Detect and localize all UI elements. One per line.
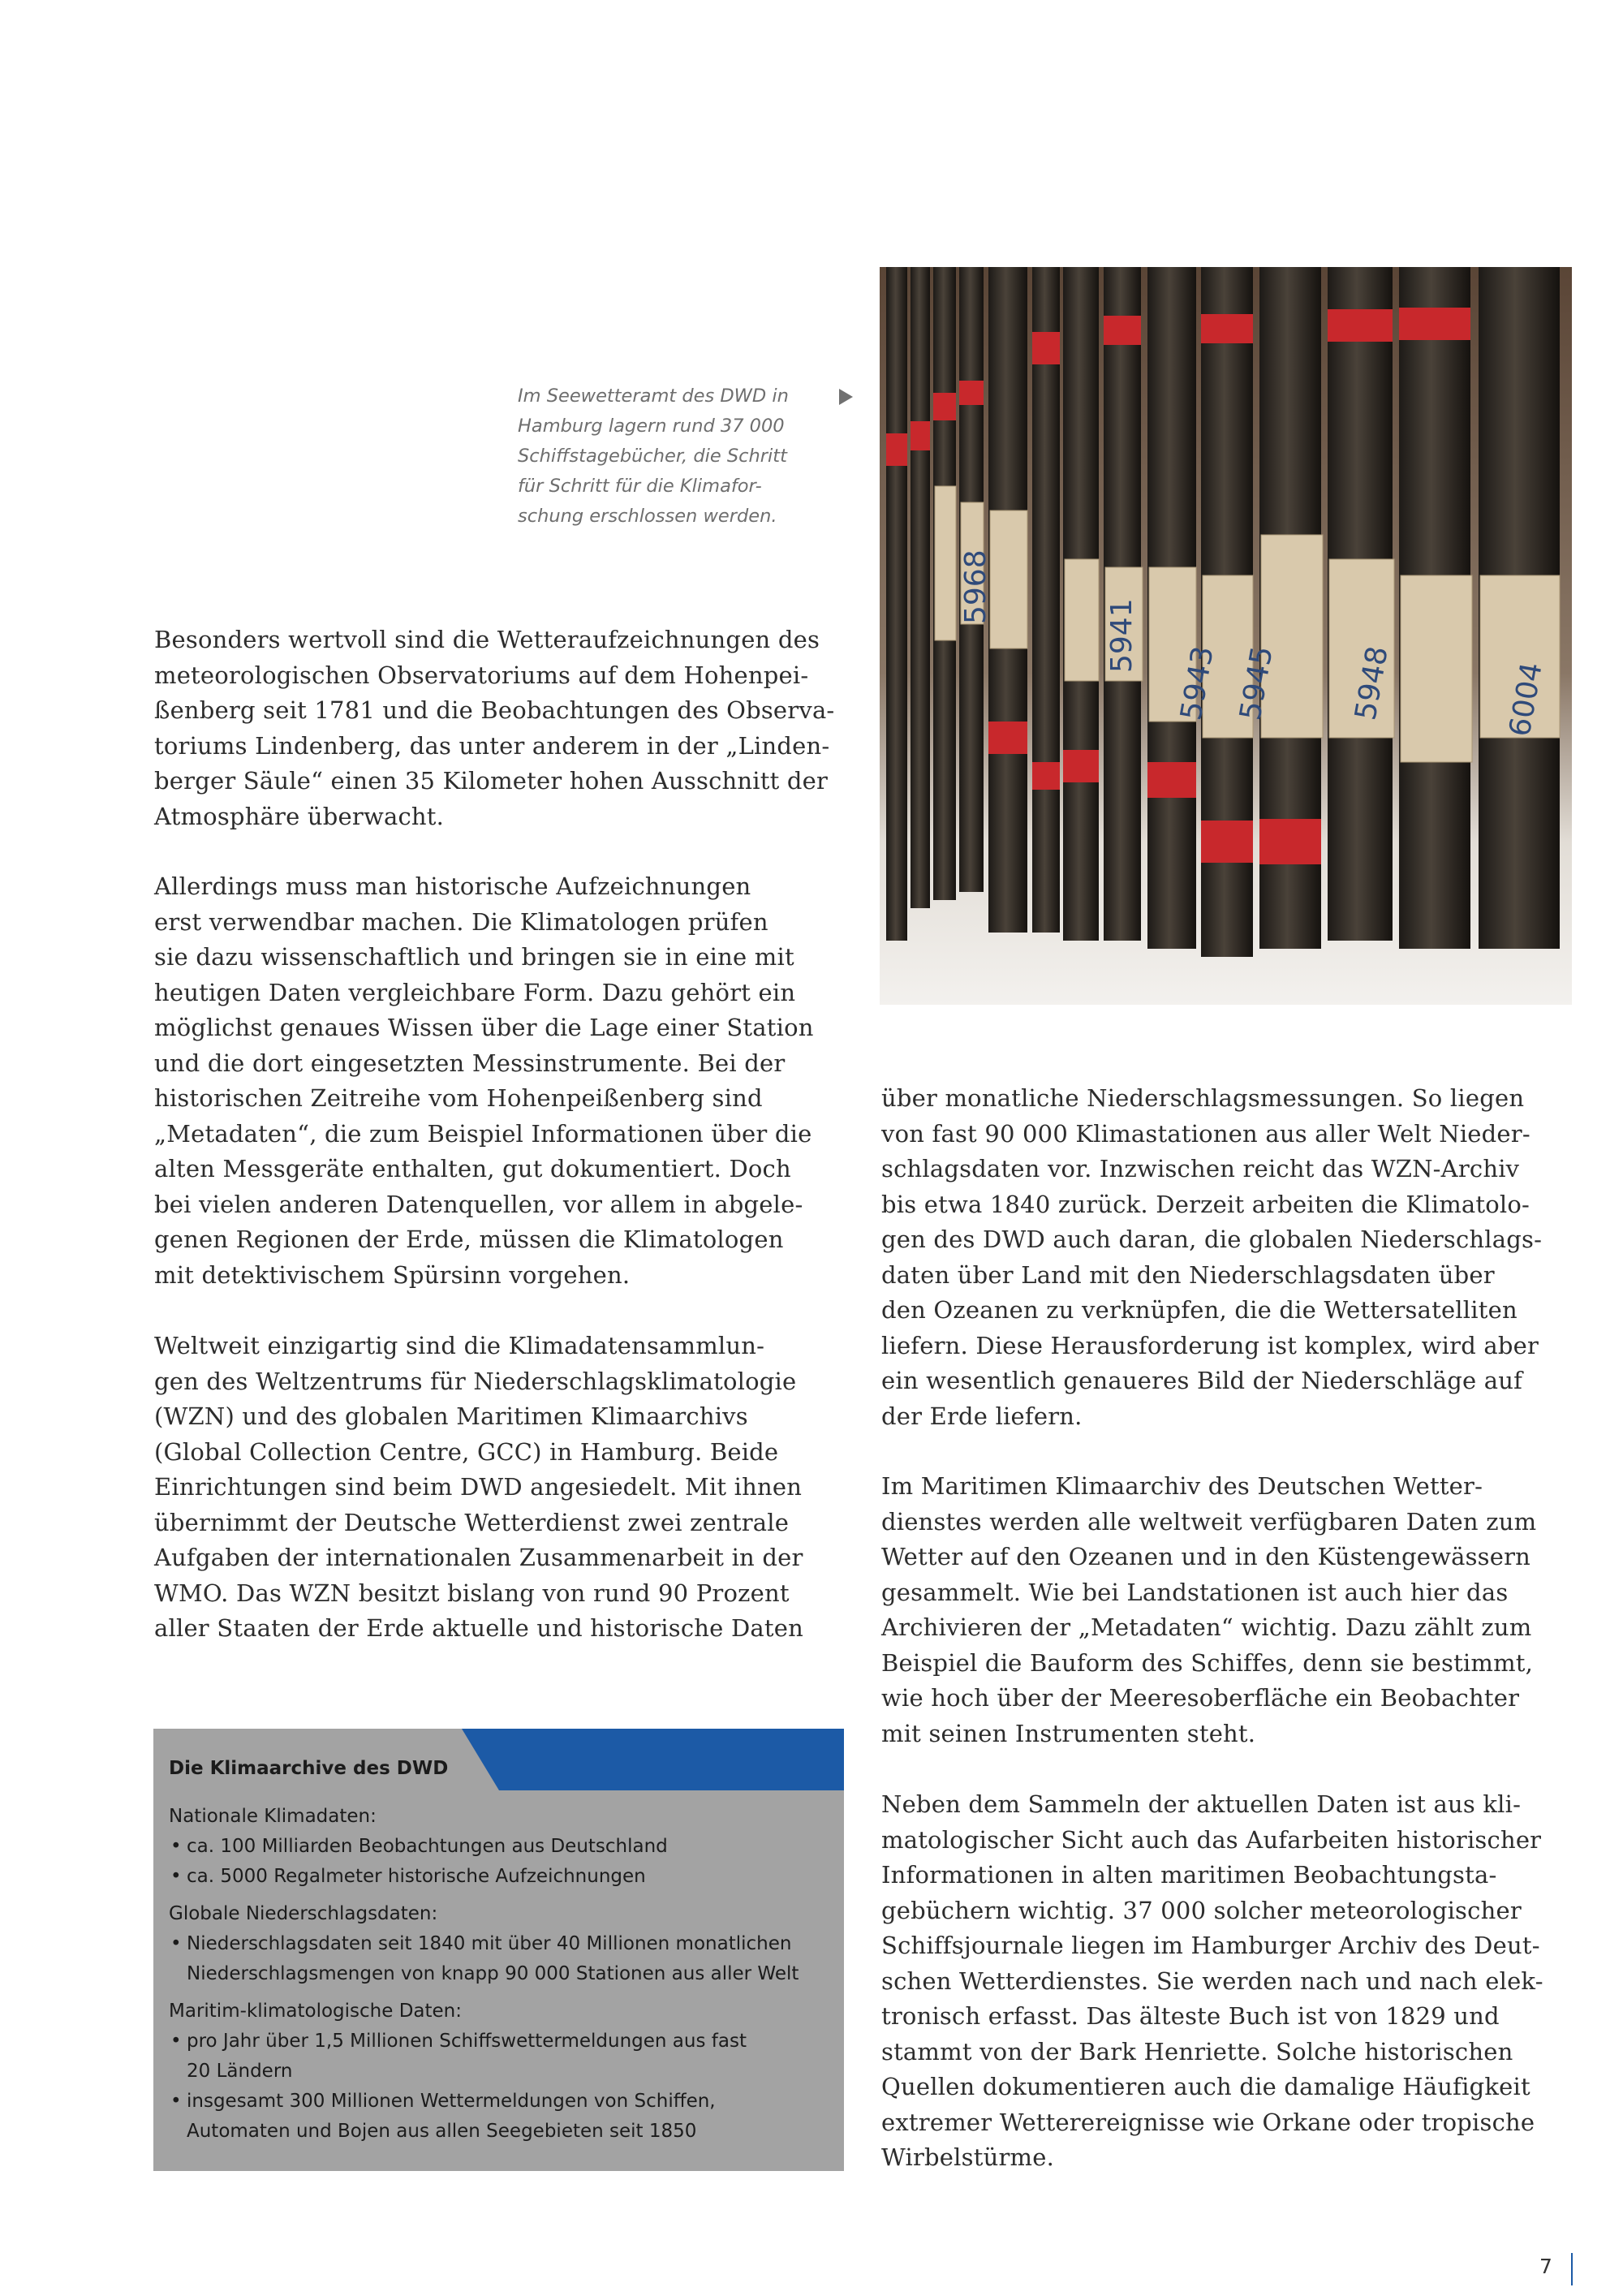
spine-label-5: 5948 xyxy=(1349,644,1395,723)
info-box-item: • insgesamt 300 Millionen Wettermeldungen von Schiffen, Automaten und Bojen aus allen Seegebieten seit 1850 xyxy=(169,2087,834,2147)
left-paragraph-2: Allerdings muss man historische Aufzeichnungen erst verwendbar machen. Die Klimatologen prüfen sie dazu wissenschaftlich und bringen sie in eine mit heutigen Daten vergleichbare Form. Dazu gehört ein möglichst genaues Wissen über die Lage einer Station und die dort eingesetzten Messinstrumente. Bei der historischen Zeitreihe vom Hohenpeißenberg sind „Metadaten“, die zum Beispiel Informationen über die alten Messgeräte enthalten, gut dokumentiert. Doch bei vielen anderen Datenquellen, vor allem in abgele- genen Regionen der Erde, müssen die Klimatologen mit detektivischem Spürsinn vorgehen. xyxy=(154,872,814,1289)
info-box-item: • ca. 5000 Regalmeter historische Aufzeichnungen xyxy=(169,1862,834,1892)
right-paragraph-2: Im Maritimen Klimaarchiv des Deutschen Wetter- dienstes werden alle weltweit verfügbaren Daten zum Wetter auf den Ozeanen und in den Küstengewässern gesammelt. Wie bei Landstationen ist auch hier das Archivieren der „Metadaten“ wichtig. Dazu zählt zum Beispiel die Bauform des Schiffes, denn sie bestimmt, wie hoch über der Meeresoberfläche ein Beobachter mit seinen Instrumenten steht. xyxy=(881,1472,1537,1747)
left-paragraph-3: Weltweit einzigartig sind die Klimadatensammlun- gen des Weltzentrums für Niederschlagsklimatologie (WZN) und des globalen Maritimen Klimaarchivs (Global Collection Centre, GCC) in Hamburg. Beide Einrichtungen sind beim DWD angesiedelt. Mit ihnen übernimmt der Deutsche Wetterdienst zwei zentrale Aufgaben der internationalen Zusammenarbeit in der WMO. Das WZN besitzt bislang von rund 90 Prozent aller Staaten der Erde aktuelle und historische Daten xyxy=(154,1332,804,1642)
left-paragraph-1: Besonders wertvoll sind die Wetteraufzeichnungen des meteorologischen Observatoriums auf dem Hohenpei- ßenberg seit 1781 und die Beobachtungen des Observa- toriums Lindenberg, das unter anderem in der „Linden- berger Säule“ einen 35 Kilometer hohen Ausschnitt der Atmosphäre überwacht. xyxy=(154,626,835,830)
info-box-item: • ca. 100 Milliarden Beobachtungen aus Deutschland xyxy=(169,1832,834,1862)
right-paragraph-3: Neben dem Sammeln der aktuellen Daten ist aus kli- matologischer Sicht auch das Aufarbeiten historischer Informationen in alten maritimen Beobachtungsta- gebüchern wichtig. 37 000 solcher meteorologischer Schiffsjournale liegen im Hamburger Archiv des Deut- schen Wetterdienstes. Sie werden nach und nach elek- tronisch erfasst. Das älteste Buch ist von 1829 und stammt von der Bark Henriette. Solche historischen Quellen dokumentieren auch die damalige Häufigkeit extremer Wetterereignisse wie Orkane oder tropische Wirbelstürme. xyxy=(881,1790,1543,2171)
page-number: 7 xyxy=(1539,2255,1552,2278)
info-box-item: • pro Jahr über 1,5 Millionen Schiffswettermeldungen aus fast 20 Ländern xyxy=(169,2027,834,2087)
right-paragraph-1: über monatliche Niederschlagsmessungen. So liegen von fast 90 000 Klimastationen aus aller Welt Nieder- schlagsdaten vor. Inzwischen reicht das WZN-Archiv bis etwa 1840 zurück. Derzeit arbeiten die Klimatolo- gen des DWD auch daran, die globalen Niederschlags- daten über Land mit den Niederschlagsdaten über den Ozeanen zu verknüpfen, die die Wettersatelliten liefern. Diese Herausforderung ist komplex, wird aber ein wesentlich genaueres Bild der Niederschläge auf der Erde liefern. xyxy=(881,1084,1543,1430)
spine-label-2: 5941 xyxy=(1105,598,1139,673)
logbook-archive-photo xyxy=(880,267,1572,1005)
spine-label-6: 6004 xyxy=(1503,660,1549,739)
info-box-item: • Niederschlagsdaten seit 1840 mit über 40 Millionen monatlichen Niederschlagsmengen von knapp 90 000 Stationen aus aller Welt xyxy=(169,1929,834,1989)
info-box-heading-national: Nationale Klimadaten: xyxy=(169,1806,377,1827)
caption-arrow-icon xyxy=(839,389,853,405)
spine-label-3: 5943 xyxy=(1174,644,1220,723)
climate-archives-info-box xyxy=(153,1729,844,2171)
info-box-title: Die Klimaarchive des DWD xyxy=(169,1758,449,1779)
info-box-heading-precipitation: Globale Niederschlagsdaten: xyxy=(169,1903,438,1924)
info-box-accent xyxy=(462,1729,844,1790)
page-number-rule xyxy=(1571,2253,1573,2285)
info-box-heading-maritime: Maritim-klimatologische Daten: xyxy=(169,2001,463,2022)
image-caption: Im Seewetteramt des DWD in Hamburg lagern rund 37 000 Schiffstagebücher, die Schritt für Schritt für die Klimafor- schung erschlossen werden. xyxy=(518,386,789,527)
spine-label-1: 5968 xyxy=(959,549,992,624)
spine-label-4: 5945 xyxy=(1233,644,1280,723)
